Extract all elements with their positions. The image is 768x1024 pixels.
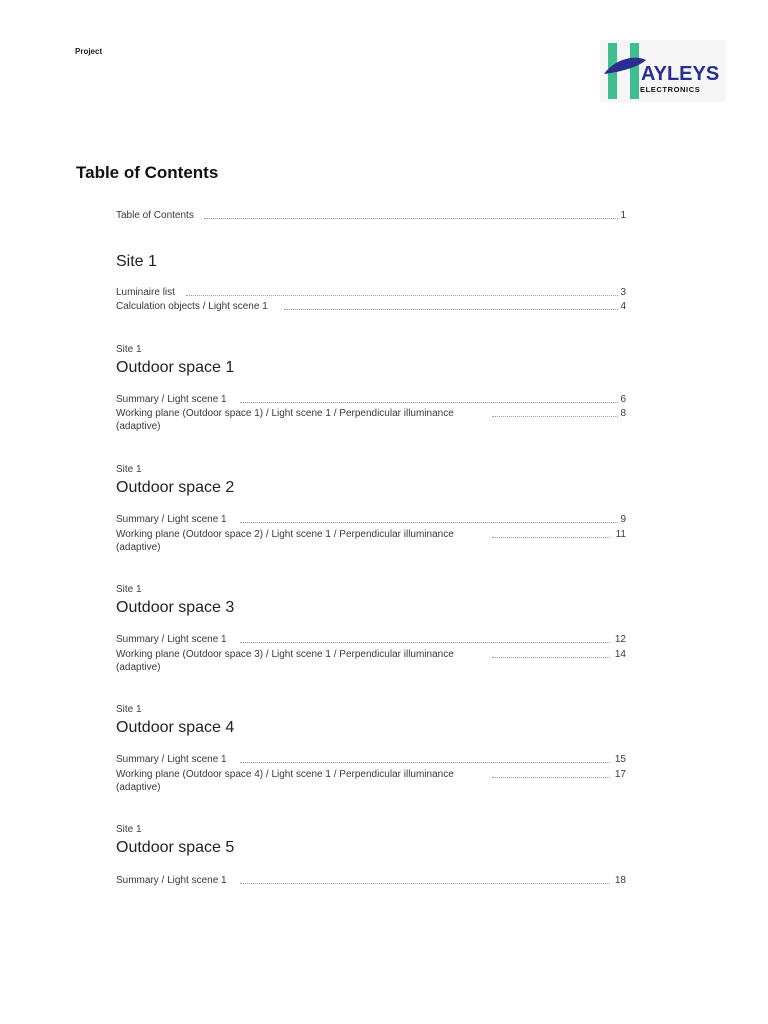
toc-entry[interactable]	[116, 648, 626, 661]
section-heading: Outdoor space 4	[116, 719, 235, 736]
toc-entry-page: 8	[620, 408, 626, 419]
toc-entry-page: 1	[620, 210, 626, 221]
toc-entry[interactable]	[116, 300, 626, 313]
toc-entry-text: Summary / Light scene 1	[116, 634, 233, 645]
toc-entry-text: Summary / Light scene 1	[116, 514, 233, 525]
toc-entry-page: 18	[614, 875, 626, 886]
toc-entry[interactable]	[116, 633, 626, 646]
toc-entry-text: Summary / Light scene 1	[116, 754, 233, 765]
toc-entry-text: (adaptive)	[116, 542, 166, 553]
toc-entry-text: (adaptive)	[116, 782, 166, 793]
toc-entry-text: Summary / Light scene 1	[116, 394, 233, 405]
toc-entry-text: Working plane (Outdoor space 1) / Light scene 1 / Perpendicular illuminance	[116, 408, 460, 419]
section-heading: Outdoor space 2	[116, 479, 235, 496]
toc-entry[interactable]	[116, 513, 626, 526]
toc-entry-text: Calculation objects / Light scene 1	[116, 301, 274, 312]
logo-sub-text: ELECTRONICS	[640, 85, 701, 94]
toc-entry-text: Working plane (Outdoor space 4) / Light scene 1 / Perpendicular illuminance	[116, 769, 460, 780]
section-heading: Outdoor space 1	[116, 359, 235, 376]
toc-entry-text: Working plane (Outdoor space 3) / Light scene 1 / Perpendicular illuminance	[116, 649, 460, 660]
toc-entry-continued	[116, 781, 626, 794]
toc-entry[interactable]	[116, 874, 626, 887]
site-heading: Site 1	[116, 253, 157, 270]
toc-entry-continued	[116, 420, 626, 433]
toc-entry-page: 3	[620, 287, 626, 298]
toc-entry-page: 14	[614, 649, 626, 660]
section-heading: Outdoor space 5	[116, 839, 235, 856]
toc-entry-text: Summary / Light scene 1	[116, 875, 233, 886]
toc-entry-page: 12	[614, 634, 626, 645]
toc-entry-page: 6	[620, 394, 626, 405]
section-parent-label: Site 1	[116, 704, 142, 715]
toc-entry-text: Working plane (Outdoor space 2) / Light scene 1 / Perpendicular illuminance	[116, 529, 460, 540]
section-parent-label: Site 1	[116, 344, 142, 355]
toc-entry-page: 9	[620, 514, 626, 525]
toc-entry-page: 15	[614, 754, 626, 765]
section-parent-label: Site 1	[116, 464, 142, 475]
toc-entry-page: 11	[615, 529, 626, 540]
toc-entry[interactable]	[116, 528, 626, 541]
section-parent-label: Site 1	[116, 584, 142, 595]
toc-entry-continued	[116, 661, 626, 674]
toc-entry-text: (adaptive)	[116, 421, 166, 432]
toc-entry[interactable]	[116, 393, 626, 406]
logo-main-text: AYLEYS	[641, 63, 720, 85]
toc-entry-text: Table of Contents	[116, 210, 200, 221]
toc-entry-page: 17	[614, 769, 626, 780]
toc-entry-text: (adaptive)	[116, 662, 166, 673]
page-title: Table of Contents	[76, 163, 219, 182]
toc-entry[interactable]	[116, 407, 626, 420]
toc-entry[interactable]	[116, 753, 626, 766]
section-heading: Outdoor space 3	[116, 599, 235, 616]
toc-entry-continued	[116, 541, 626, 554]
section-parent-label: Site 1	[116, 824, 142, 835]
toc-entry-page: 4	[620, 301, 626, 312]
toc-entry[interactable]	[116, 209, 626, 222]
project-label: Project	[75, 47, 103, 56]
toc-entry[interactable]	[116, 768, 626, 781]
hayleys-logo-icon	[600, 40, 726, 102]
toc-entry[interactable]	[116, 286, 626, 299]
company-logo	[600, 40, 726, 102]
toc-entry-text: Luminaire list	[116, 287, 181, 298]
